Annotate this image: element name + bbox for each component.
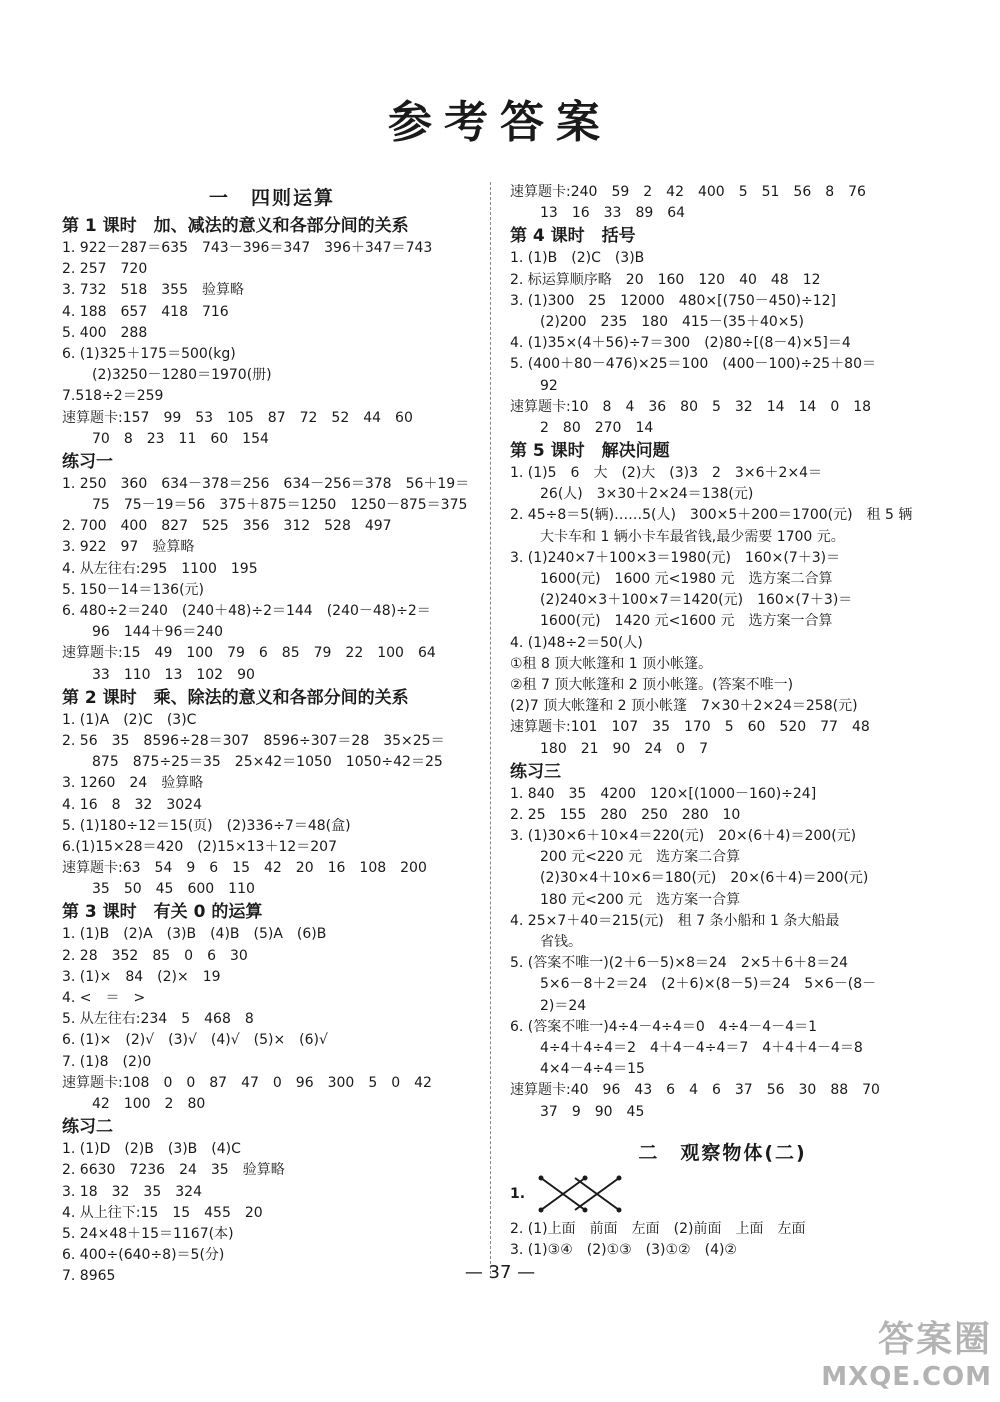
answer-line: 1600(元) 1420 元<1600 元 选方案一合算 [540,613,833,630]
matching-dot [617,1175,622,1180]
answer-line: 200 元<220 元 选方案二合算 [540,849,741,866]
answer-line: 4×4－4÷4＝15 [540,1061,645,1078]
column-divider [490,182,491,1274]
answer-line: 2. 700 400 827 525 356 312 528 497 [62,518,392,535]
answer-line: (2)3250－1280＝1970(册) [92,367,272,384]
answer-line: 1600(元) 1600 元<1980 元 选方案二合算 [540,571,833,587]
answer-line: 大卡车和 1 辆小卡车最省钱,最少需要 1700 元。 [540,528,845,545]
answer-line: 4. 从左往右:295 1100 195 [62,560,258,577]
answer-line: 42 100 2 80 [92,1095,206,1112]
answer-line: 速算题卡:101 107 35 170 5 60 520 77 48 [510,719,870,736]
answer-line: 2. 25 155 280 250 280 10 [510,806,741,823]
right-column [510,182,935,1261]
answer-line: 4. 从上往下:15 15 455 20 [62,1204,263,1221]
answer-line: 速算题卡:157 99 53 105 87 72 52 44 60 [62,409,413,426]
answer-line: 5. (400＋80－476)×25＝100 (400－100)÷25＋80＝ [510,356,876,373]
answer-line: 6. 400÷(640÷8)＝5(分) [62,1247,225,1264]
answer-line: (2)200 235 180 415－(35＋40×5) [540,313,804,330]
answer-line: 7. 8965 [62,1268,116,1285]
chapter-heading: 二 观察物体(二) [638,1141,807,1164]
answer-line: 2 80 270 14 [540,419,654,436]
watermark-top: 答案圈 [877,1319,992,1360]
answer-line: 4. 16 8 32 3024 [62,796,202,813]
answer-line: 3. (1)30×6＋10×4＝220(元) 20×(6＋4)＝200(元) [510,828,857,845]
answer-line: 4. < ＝ > [62,990,146,1006]
answer-line: 3. (1)× 84 (2)× 19 [62,968,221,985]
lesson-heading: 第 1 课时 加、减法的意义和各部分间的关系 [62,216,409,236]
answer-line: 2. (1)上面 前面 左面 (2)前面 上面 左面 [510,1220,806,1237]
answer-line: 2. 56 35 8596÷28＝307 8596÷307＝28 35×25＝ [62,732,445,749]
answer-line: ①租 8 顶大帐篷和 1 顶小帐篷。 [510,655,713,672]
answer-line: 13 16 33 89 64 [540,205,686,222]
answer-line: 速算题卡:10 8 4 36 80 5 32 14 14 0 18 [510,398,872,415]
answer-line: 4. 25×7＋40＝215(元) 租 7 条小船和 1 条大船最 [510,912,840,929]
answer-line: 速算题卡:108 0 0 87 47 0 96 300 5 0 42 [62,1074,432,1091]
answer-line: 5. (1)180÷12＝15(页) (2)336÷7＝48(盒) [62,817,351,834]
answer-line: 速算题卡:63 54 9 6 15 42 20 16 108 200 [62,860,427,877]
answer-line: 37 9 90 45 [540,1103,645,1120]
answer-line: 180 元<200 元 选方案一合算 [540,891,741,908]
lesson-heading: 练习三 [510,761,561,782]
answer-line: 省钱。 [540,934,582,950]
answer-line: 1. (1)D (2)B (3)B (4)C [62,1141,241,1158]
answer-line: 3. 1260 24 验算略 [62,775,204,792]
answer-line: 3. (1)③④ (2)①③ (3)①② (4)② [510,1241,737,1258]
answer-line: 1. (1)B (2)A (3)B (4)B (5)A (6)B [62,926,327,943]
answer-line: 4. 188 657 418 716 [62,303,229,320]
lesson-heading: 第 4 课时 括号 [510,226,636,247]
chapter-heading: 一 四则运算 [208,187,335,209]
answer-line: 1. 922－287＝635 743－396＝347 396＋347＝743 [62,240,433,256]
answer-line: 92 [540,377,558,394]
answer-line: 5. 150－14＝136(元) [62,581,204,598]
answer-line: 875 875÷25＝35 25×42＝1050 1050÷42＝25 [92,754,443,771]
answer-line: (2)30×4＋10×6＝180(元) 20×(6＋4)＝200(元) [540,870,869,887]
answer-line: 速算题卡:15 49 100 79 6 85 79 22 100 64 [62,645,436,662]
answer-line: 70 8 23 11 60 154 [92,430,269,447]
left-column [62,182,482,1287]
watermark-bottom: MXQE.COM [821,1362,992,1392]
spacer [510,1123,935,1137]
answer-line: (2)7 顶大帐篷和 2 顶小帐篷 7×30＋2×24＝258(元) [510,698,858,715]
answer-line: 1. (1)B (2)C (3)B [510,250,645,267]
page-number: — 37 — [464,1262,536,1283]
answer-line: 3. 18 32 35 324 [62,1183,202,1200]
answer-line: 4. (1)35×(4＋56)÷7＝300 (2)80÷[(8－4)×5]＝4 [510,335,851,352]
matching-diagram-row [510,1169,935,1219]
answer-line: 2. 6630 7236 24 35 验算略 [62,1162,285,1179]
answer-line: 5×6－8＋2＝24 (2＋6)×(8－5)＝24 5×6－(8－ [540,976,877,993]
answer-line: 1. 840 35 4200 120×[(1000－160)÷24] [510,785,817,802]
answer-line: ②租 7 顶大帐篷和 2 顶小帐篷。(答案不唯一) [510,676,794,693]
answer-line: 26(人) 3×30＋2×24＝138(元) [540,486,754,503]
answer-line: 6.(1)15×28＝420 (2)15×13＋12＝207 [62,838,337,855]
answer-line: 5. 24×48＋15＝1167(本) [62,1225,234,1242]
answer-line: 2. 257 720 [62,261,148,278]
answer-line: 7.518÷2＝259 [62,388,164,405]
lesson-heading: 练习一 [62,451,113,472]
matching-dot [583,1175,588,1180]
answer-line: 7. (1)8 (2)0 [62,1053,152,1070]
answer-line: 35 50 45 600 110 [92,881,255,898]
watermark-logo [821,1311,992,1392]
lesson-heading: 第 3 课时 有关 0 的运算 [62,902,263,923]
answer-line: 3. 732 518 355 验算略 [62,282,244,299]
matching-dot [617,1207,622,1212]
matching-dot [583,1207,588,1212]
lesson-heading: 练习二 [62,1117,113,1138]
answer-line: 3. (1)240×7＋100×3＝1980(元) 160×(7＋3)＝ [510,549,841,566]
answer-line: 2)＝24 [540,997,587,1014]
answer-line: 6. (1)× (2)√ (3)√ (4)√ (5)× (6)√ [62,1032,328,1049]
matching-dot [539,1207,544,1212]
answer-line: 4÷4＋4÷4＝2 4＋4－4÷4＝7 4＋4＋4－4＝8 [540,1039,863,1056]
answer-line: 1. (1)A (2)C (3)C [62,711,197,728]
answer-line: 3. 922 97 验算略 [62,539,195,556]
lesson-heading: 第 5 课时 解决问题 [510,441,670,462]
matching-dot [539,1175,544,1180]
answer-line: 180 21 90 24 0 7 [540,740,708,757]
question-number: 1. [510,1185,526,1202]
answer-line: 75 75－19＝56 375＋875＝1250 1250－875＝375 [92,497,468,514]
answer-line: 1. 250 360 634－378＝256 634－256＝378 56＋19＝ [62,475,470,492]
answer-line: 96 144＋96＝240 [92,624,224,641]
answer-line: 5. 400 288 [62,324,148,341]
answer-line: 2. 45÷8＝5(辆)……5(人) 300×5＋200＝1700(元) 租 5 辆 [510,507,913,524]
answer-line: 5. (答案不唯一)(2＋6－5)×8＝24 2×5＋6＋8＝24 [510,955,849,972]
answer-line: (2)240×3＋100×7＝1420(元) 160×(7＋3)＝ [540,592,853,609]
answer-line: 6. (答案不唯一)4÷4－4÷4＝0 4÷4－4－4＝1 [510,1018,817,1035]
lesson-heading: 第 2 课时 乘、除法的意义和各部分间的关系 [62,687,409,708]
answer-line: 33 110 13 102 90 [92,666,255,683]
answer-line: 5. 从左往右:234 5 468 8 [62,1011,254,1028]
answer-line: 6. 480÷2＝240 (240＋48)÷2＝144 (240－48)÷2＝ [62,603,431,619]
page-title: 参考答案 [388,97,612,148]
answer-line: 2. 28 352 85 0 6 30 [62,947,248,964]
answer-line: 速算题卡:240 59 2 42 400 5 51 56 8 76 [510,184,866,200]
answer-line: 速算题卡:40 96 43 6 4 6 37 56 30 88 70 [510,1082,880,1099]
answer-line: 4. (1)48÷2＝50(人) [510,634,643,651]
matching-lines-diagram [535,1172,625,1216]
answer-line: 1. (1)5 6 大 (2)大 (3)3 2 3×6＋2×4＝ [510,465,823,482]
answer-line: 3. (1)300 25 12000 480×[(750－450)÷12] [510,292,836,309]
answer-line: 6. (1)325＋175＝500(kg) [62,345,236,362]
answer-line: 2. 标运算顺序略 20 160 120 40 48 12 [510,271,821,288]
